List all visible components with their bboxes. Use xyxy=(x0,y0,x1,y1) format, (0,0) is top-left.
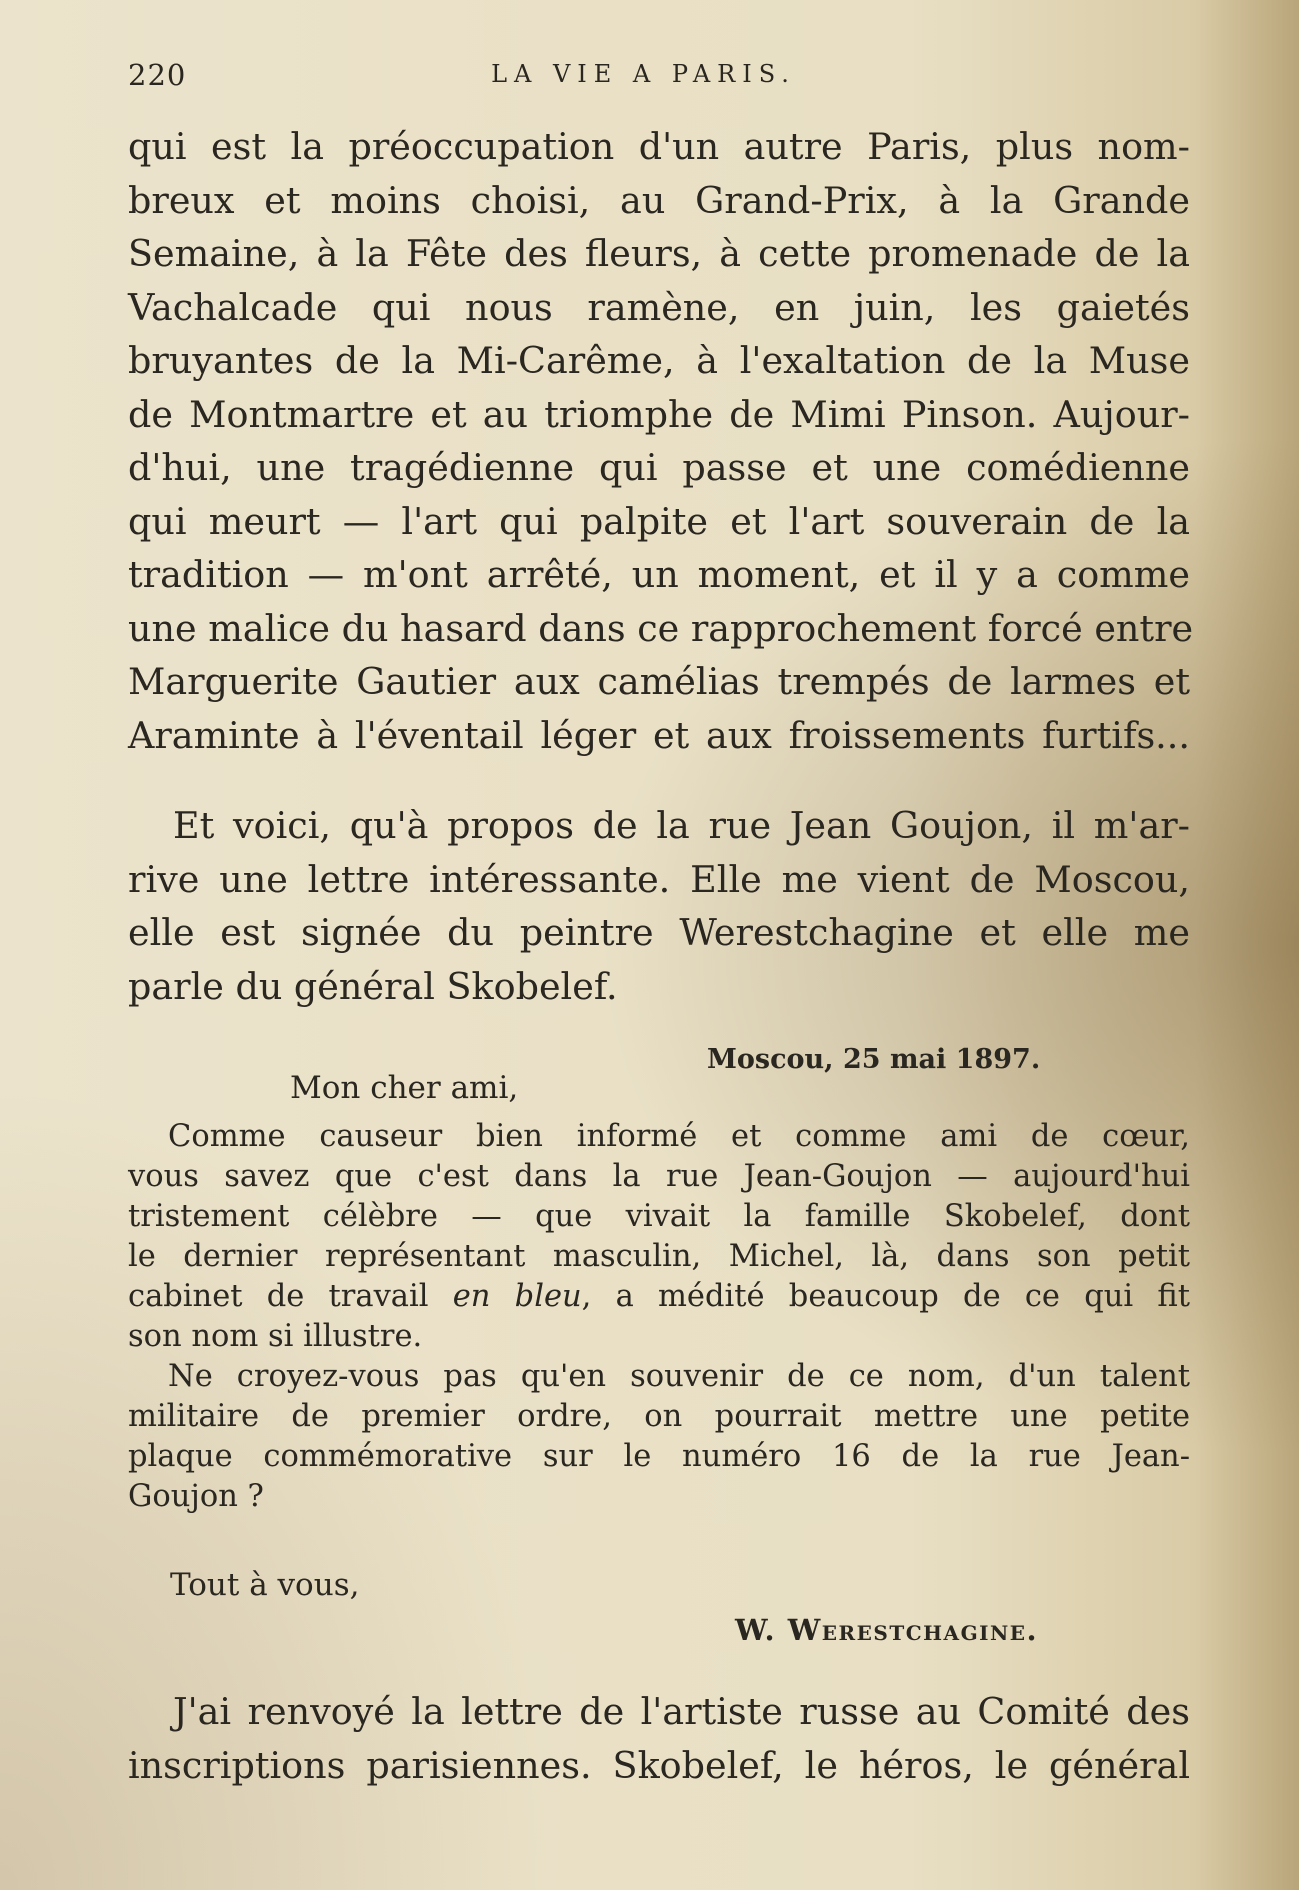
text-line: de Montmartre et au triomphe de Mimi Pinson. Aujour- xyxy=(128,392,1190,436)
letter-line-segment: cabinet de travail xyxy=(128,1279,453,1314)
text-line: une malice du hasard dans ce rapprochement forcé entre xyxy=(128,606,1194,650)
letter-salutation: Mon cher ami, xyxy=(290,1070,519,1106)
page-number: 220 xyxy=(128,58,187,92)
paragraph-2 xyxy=(128,799,1190,1013)
letter-line: militaire de premier ordre, on pourrait mettre une petite xyxy=(128,1399,1190,1434)
letter-signature: W. Werestchagine. xyxy=(735,1613,1039,1647)
text-line: Semaine, à la Fête des fleurs, à cette promenade de la xyxy=(128,232,1190,275)
page-header xyxy=(128,52,1039,96)
letter-line: Goujon ? xyxy=(128,1479,264,1514)
letter-line xyxy=(128,1277,1190,1317)
text-line: J'ai renvoyé la lettre de l'artiste russe au Comité des xyxy=(173,1690,1190,1733)
text-line: bruyantes de la Mi-Carême, à l'exaltation de la Muse xyxy=(128,339,1190,382)
text-line: rive une lettre intéressante. Elle me vient de Moscou, xyxy=(128,857,1190,901)
letter-line: vous savez que c'est dans la rue Jean-Goujon — aujourd'hui xyxy=(128,1159,1190,1194)
letter-body xyxy=(128,1117,1190,1517)
text-line: tradition — m'ont arrêté, un moment, et il y a comme xyxy=(128,553,1190,596)
text-line: d'hui, une tragédienne qui passe et une comédienne xyxy=(128,446,1190,489)
text-line: Marguerite Gautier aux camélias trempés de larmes et xyxy=(128,660,1190,703)
running-title: LA VIE A PARIS. xyxy=(491,60,796,88)
letter-line: son nom si illustre. xyxy=(128,1319,423,1354)
text-line: Araminte à l'éventail léger et aux froissements furtifs... xyxy=(128,713,1190,757)
letter-line: tristement célèbre — que vivait la famille Skobelef, dont xyxy=(128,1199,1190,1234)
paragraph-1 xyxy=(128,120,1194,762)
text-line: breux et moins choisi, au Grand-Prix, à la Grande xyxy=(128,178,1190,222)
letter-line: Comme causeur bien informé et comme ami de cœur, xyxy=(168,1119,1190,1154)
text-line: inscriptions parisiennes. Skobelef, le héros, le général xyxy=(128,1743,1190,1787)
letter-line: Ne croyez-vous pas qu'en souvenir de ce nom, d'un talent xyxy=(168,1359,1190,1394)
letter-line: le dernier représentant masculin, Michel, là, dans son petit xyxy=(128,1239,1190,1274)
letter-line-segment: , a médité beaucoup de ce qui fit xyxy=(581,1279,1190,1314)
text-line: parle du général Skobelef. xyxy=(128,964,618,1008)
text-line: qui meurt — l'art qui palpite et l'art souverain de la xyxy=(128,499,1190,543)
text-line: Vachalcade qui nous ramène, en juin, les gaietés xyxy=(128,285,1190,329)
letter-closing: Tout à vous, xyxy=(170,1567,360,1603)
letter-dateline: Moscou, 25 mai 1897. xyxy=(707,1044,1041,1075)
text-line: qui est la préoccupation d'un autre Paris, plus nom- xyxy=(128,125,1190,168)
italic-phrase: en bleu xyxy=(452,1279,582,1314)
text-line: elle est signée du peintre Werestchagine et elle me xyxy=(128,911,1190,954)
letter-line: plaque commémorative sur le numéro 16 de la rue Jean- xyxy=(128,1439,1190,1474)
text-line: Et voici, qu'à propos de la rue Jean Goujon, il m'ar- xyxy=(173,804,1190,847)
paragraph-3 xyxy=(128,1685,1190,1792)
